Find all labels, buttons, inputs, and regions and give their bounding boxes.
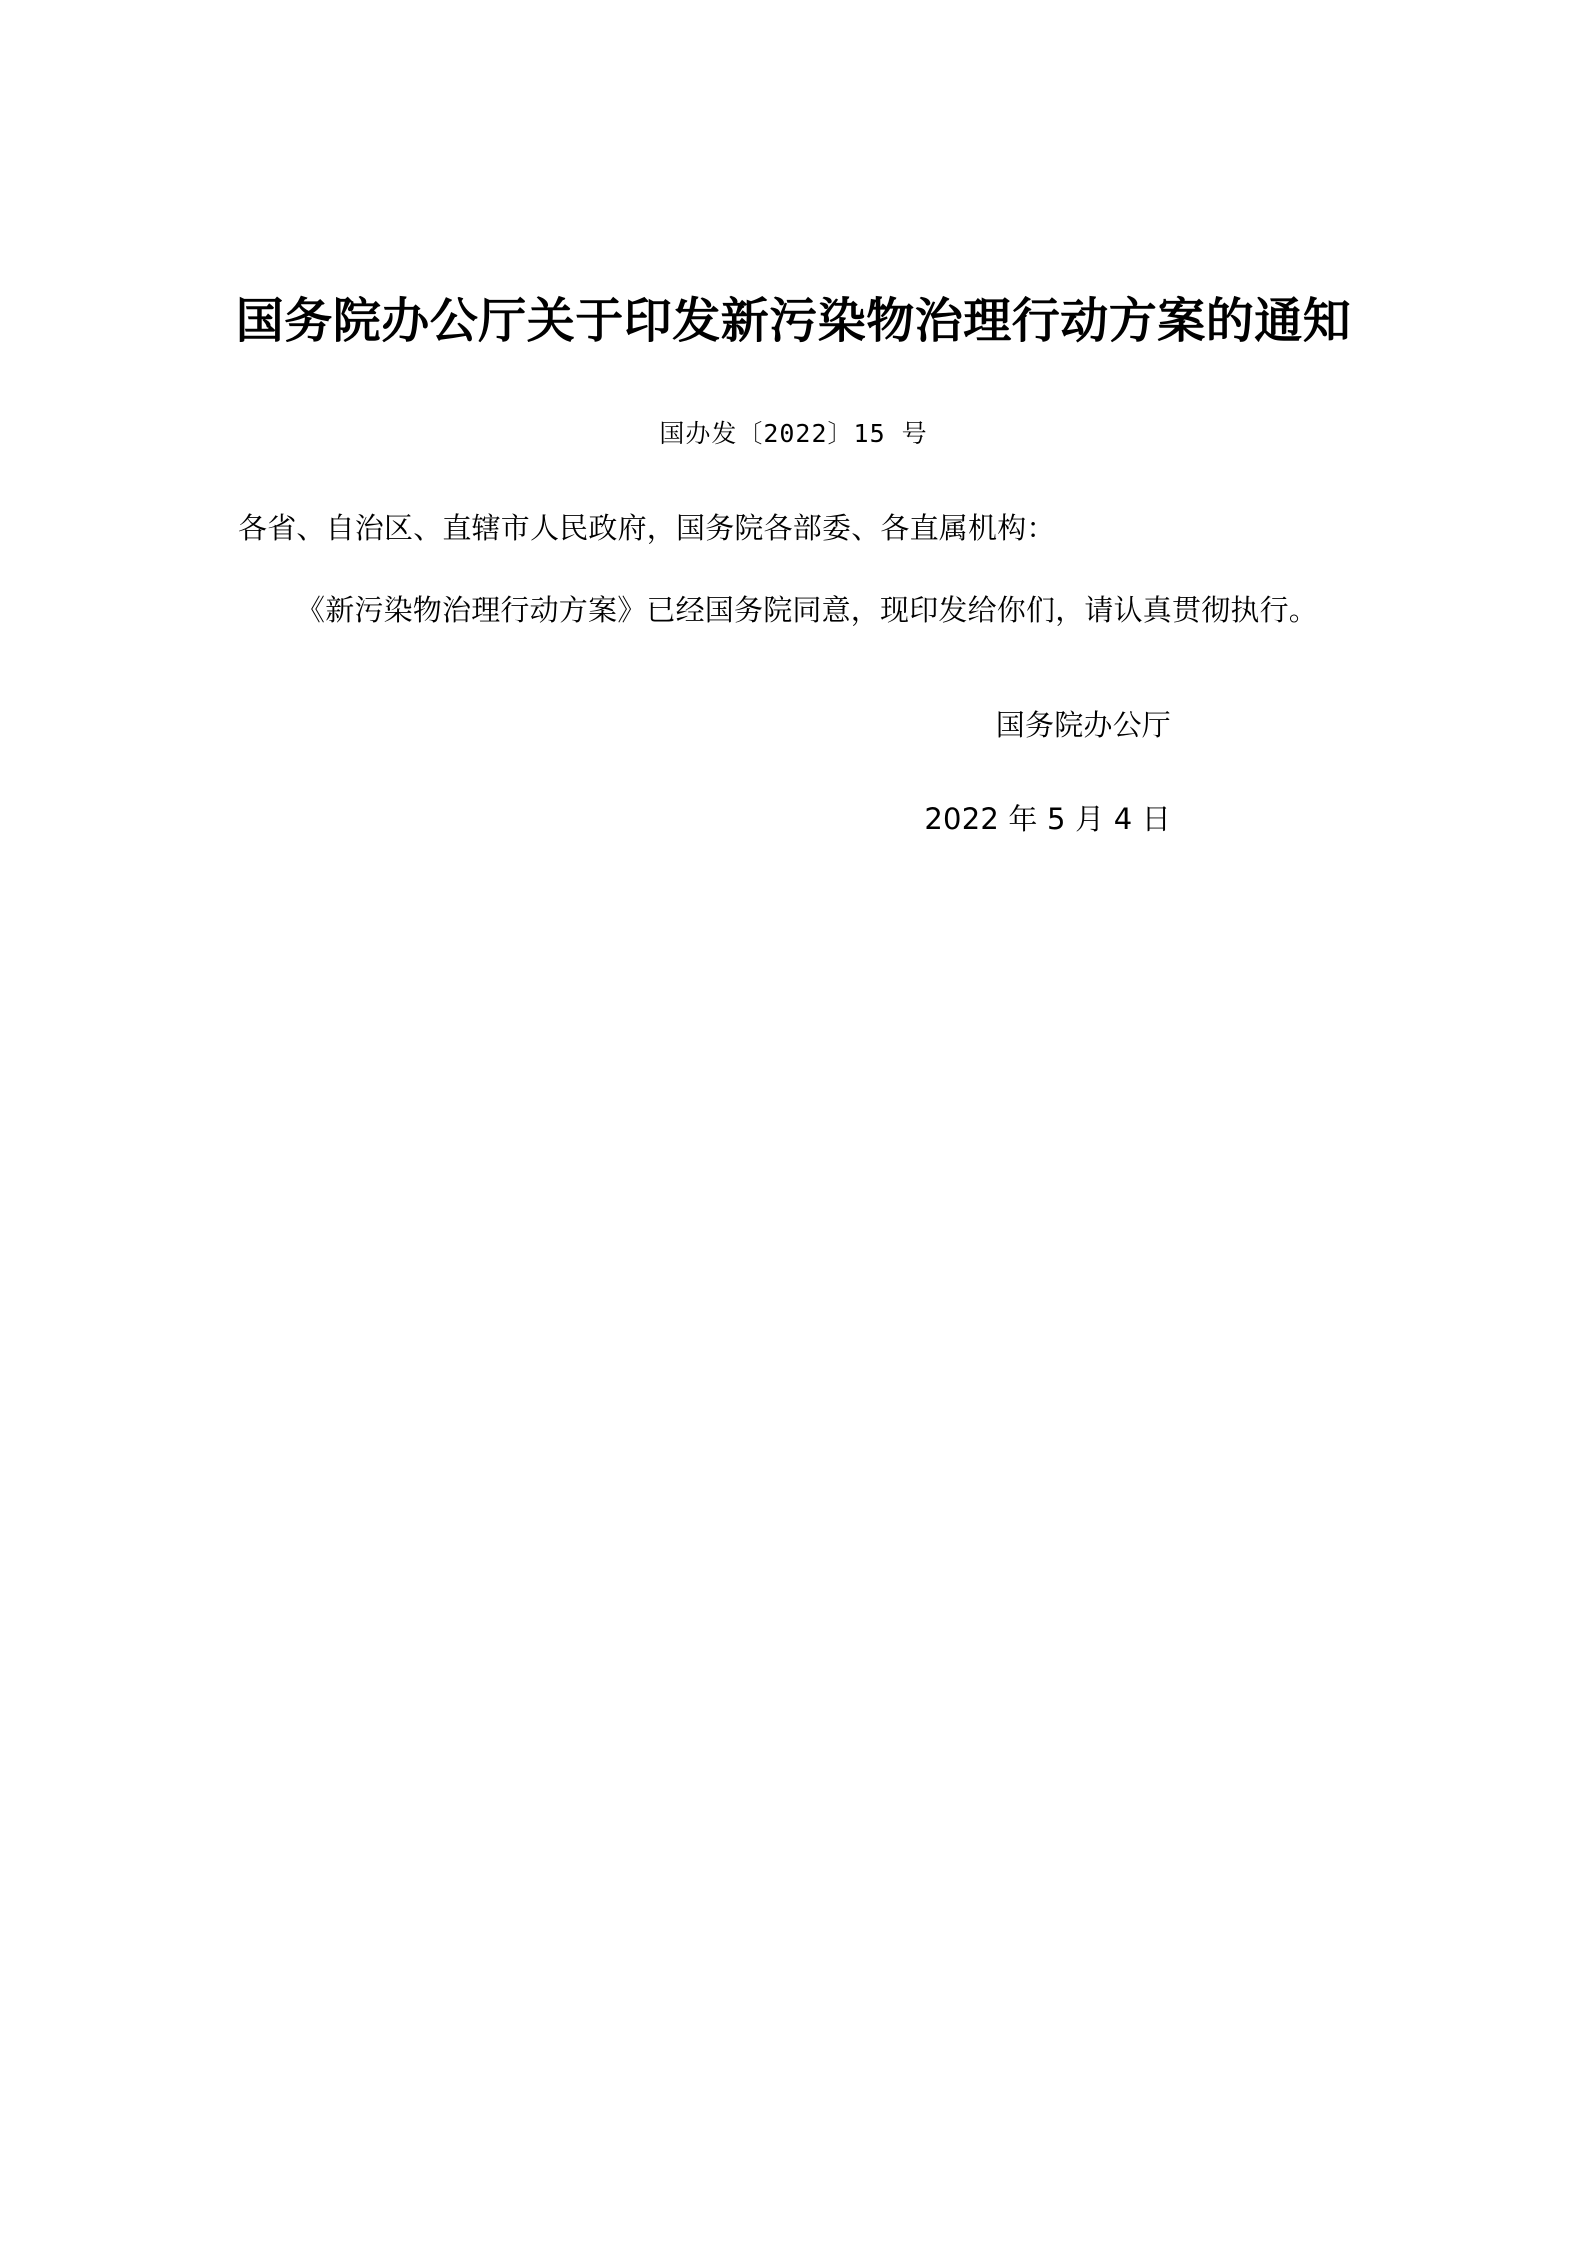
page-title: 国务院办公厅关于印发新污染物治理行动方案的通知	[235, 293, 1352, 349]
document-body	[0, 502, 1587, 845]
sign-date: 2022 年 5 月 4 日	[924, 801, 1171, 836]
body-paragraph: 《新污染物治理行动方案》已经国务院同意，现印发给你们，请认真贯彻执行。	[296, 593, 1319, 628]
document-number: 国办发〔2022〕15 号	[659, 419, 928, 449]
signature-block	[238, 699, 1349, 845]
salutation: 各省、自治区、直辖市人民政府，国务院各部委、各直属机构：	[238, 511, 1056, 546]
signer-name: 国务院办公厅	[995, 707, 1171, 742]
